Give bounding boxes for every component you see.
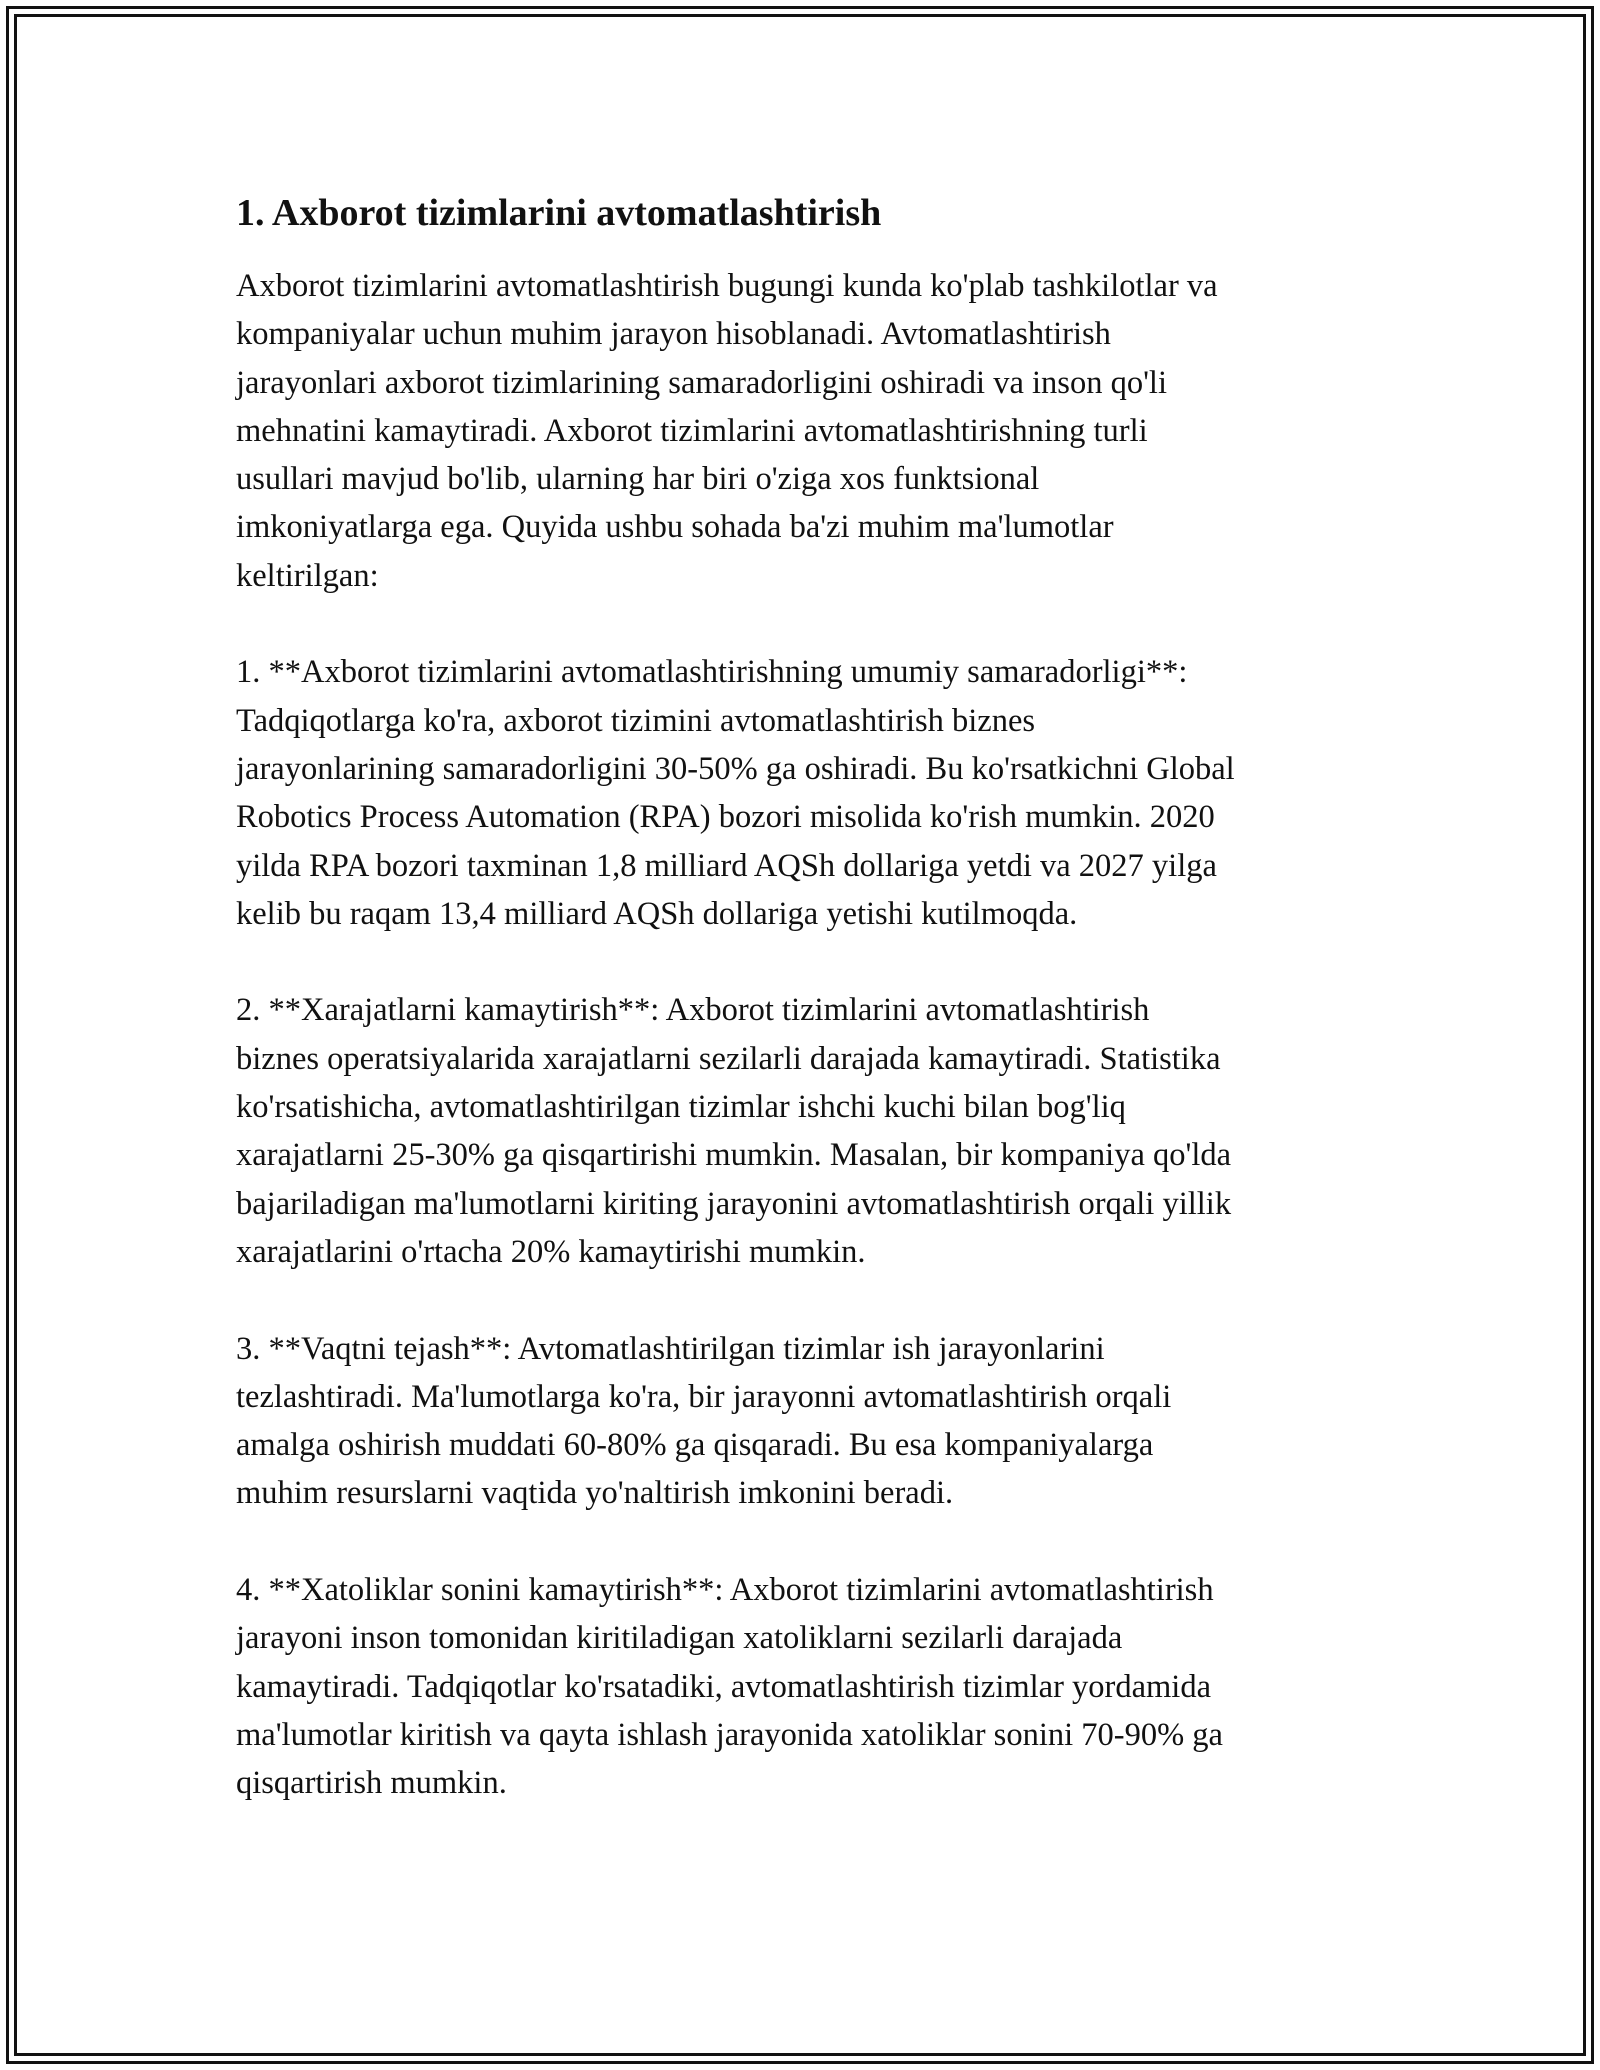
- paragraph-line: jarayonlarining samaradorligini 30-50% ga oshiradi. Bu ko'rsatkichni Global: [236, 750, 1235, 787]
- list-item-error-reduction: [236, 1566, 1366, 1807]
- paragraph-line: muhim resurslarni vaqtida yo'naltirish imkonini beradi.: [236, 1475, 954, 1512]
- paragraph-line: jarayonlari axborot tizimlarining samaradorligini oshiradi va inson qo'li: [236, 364, 1167, 401]
- paragraph-line: xarajatlarini o'rtacha 20% kamaytirishi mumkin.: [236, 1233, 866, 1270]
- paragraph-line: ma'lumotlar kiritish va qayta ishlash jarayonida xatoliklar sonini 70-90% ga: [236, 1716, 1223, 1753]
- list-item-efficiency: [236, 648, 1366, 938]
- paragraph-line: Robotics Process Automation (RPA) bozori misolida ko'rish mumkin. 2020: [236, 799, 1215, 836]
- list-item-time-saving: [236, 1325, 1366, 1518]
- paragraph-line: kamaytiradi. Tadqiqotlar ko'rsatadiki, avtomatlashtirish tizimlar yordamida: [236, 1668, 1212, 1705]
- paragraph-line: tezlashtiradi. Ma'lumotlarga ko'ra, bir jarayonni avtomatlashtirish orqali: [236, 1378, 1172, 1415]
- paragraph-line: 4. **Xatoliklar sonini kamaytirish**: Axborot tizimlarini avtomatlashtirish: [236, 1572, 1214, 1609]
- list-item-cost-reduction: [236, 986, 1366, 1276]
- paragraph-line: 2. **Xarajatlarni kamaytirish**: Axborot tizimlarini avtomatlashtirish: [236, 992, 1150, 1029]
- paragraph-line: kelib bu raqam 13,4 milliard AQSh dollariga yetishi kutilmoqda.: [236, 895, 1078, 932]
- paragraph-line: bajariladigan ma'lumotlarni kiriting jarayonini avtomatlashtirish orqali yillik: [236, 1185, 1232, 1222]
- paragraph-line: usullari mavjud bo'lib, ularning har biri o'ziga xos funktsional: [236, 461, 1040, 498]
- paragraph-line: jarayoni inson tomonidan kiritiladigan xatoliklarni sezilarli darajada: [236, 1620, 1123, 1657]
- intro-paragraph: [236, 262, 1366, 600]
- page-title: 1. Axborot tizimlarini avtomatlashtirish: [236, 192, 882, 234]
- paragraph-line: 1. **Axborot tizimlarini avtomatlashtirishning umumiy samaradorligi**:: [236, 654, 1188, 691]
- paragraph-line: xarajatlarni 25-30% ga qisqartirishi mumkin. Masalan, bir kompaniya qo'lda: [236, 1137, 1232, 1174]
- paragraph-line: 3. **Vaqtni tejash**: Avtomatlashtirilgan tizimlar ish jarayonlarini: [236, 1330, 1105, 1367]
- paragraph-line: qisqartirish mumkin.: [236, 1765, 507, 1802]
- paragraph-line: yilda RPA bozori taxminan 1,8 milliard AQSh dollariga yetdi va 2027 yilga: [236, 847, 1217, 884]
- paragraph-line: biznes operatsiyalarida xarajatlarni sezilarli darajada kamaytiradi. Statistika: [236, 1040, 1221, 1077]
- paragraph-line: mehnatini kamaytiradi. Axborot tizimlarini avtomatlashtirishning turli: [236, 412, 1148, 449]
- paragraph-line: imkoniyatlarga ega. Quyida ushbu sohada ba'zi muhim ma'lumotlar: [236, 509, 1114, 546]
- paragraph-line: ko'rsatishicha, avtomatlashtirilgan tizimlar ishchi kuchi bilan bog'liq: [236, 1089, 1126, 1126]
- paragraph-line: amalga oshirish muddati 60-80% ga qisqaradi. Bu esa kompaniyalarga: [236, 1427, 1154, 1464]
- paragraph-line: kompaniyalar uchun muhim jarayon hisoblanadi. Avtomatlashtirish: [236, 316, 1111, 353]
- paragraph-line: Axborot tizimlarini avtomatlashtirish bugungi kunda ko'plab tashkilotlar va: [236, 268, 1218, 304]
- document-body: [236, 186, 1366, 1808]
- paragraph-line: keltirilgan:: [236, 557, 379, 594]
- paragraph-line: Tadqiqotlarga ko'ra, axborot tizimini avtomatlashtirish biznes: [236, 702, 1036, 739]
